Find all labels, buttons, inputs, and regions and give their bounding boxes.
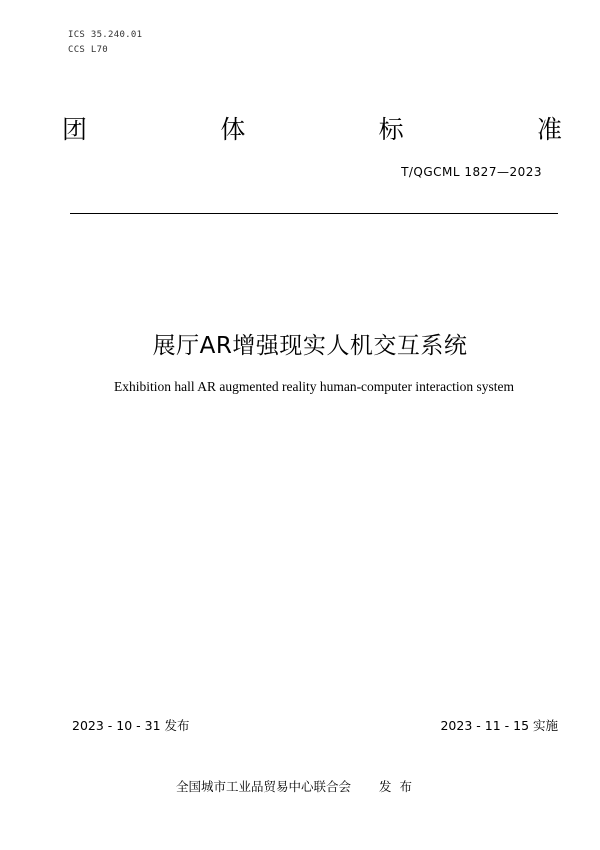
standard-type-banner	[62, 112, 562, 148]
issue-verb: 发布	[379, 779, 421, 794]
publication-date: 2023 - 10 - 31 发布	[72, 718, 190, 733]
banner-char: 团	[62, 115, 88, 144]
standard-number: T/QGCML 1827—2023	[401, 165, 542, 179]
issuer-line	[176, 777, 420, 795]
document-title-chinese: 展厅AR增强现实人机交互系统	[152, 333, 468, 359]
banner-char: 准	[536, 115, 562, 144]
document-title-english: Exhibition hall AR augmented reality human-computer interaction system	[113, 379, 515, 394]
implementation-date: 2023 - 11 - 15 实施	[440, 718, 558, 733]
header-divider	[70, 213, 558, 214]
banner-char: 标	[378, 115, 404, 144]
ccs-code: CCS L70	[68, 45, 109, 55]
issuing-organization: 全国城市工业品贸易中心联合会	[176, 779, 352, 794]
banner-char: 体	[220, 115, 246, 144]
ics-code: ICS 35.240.01	[68, 30, 143, 40]
